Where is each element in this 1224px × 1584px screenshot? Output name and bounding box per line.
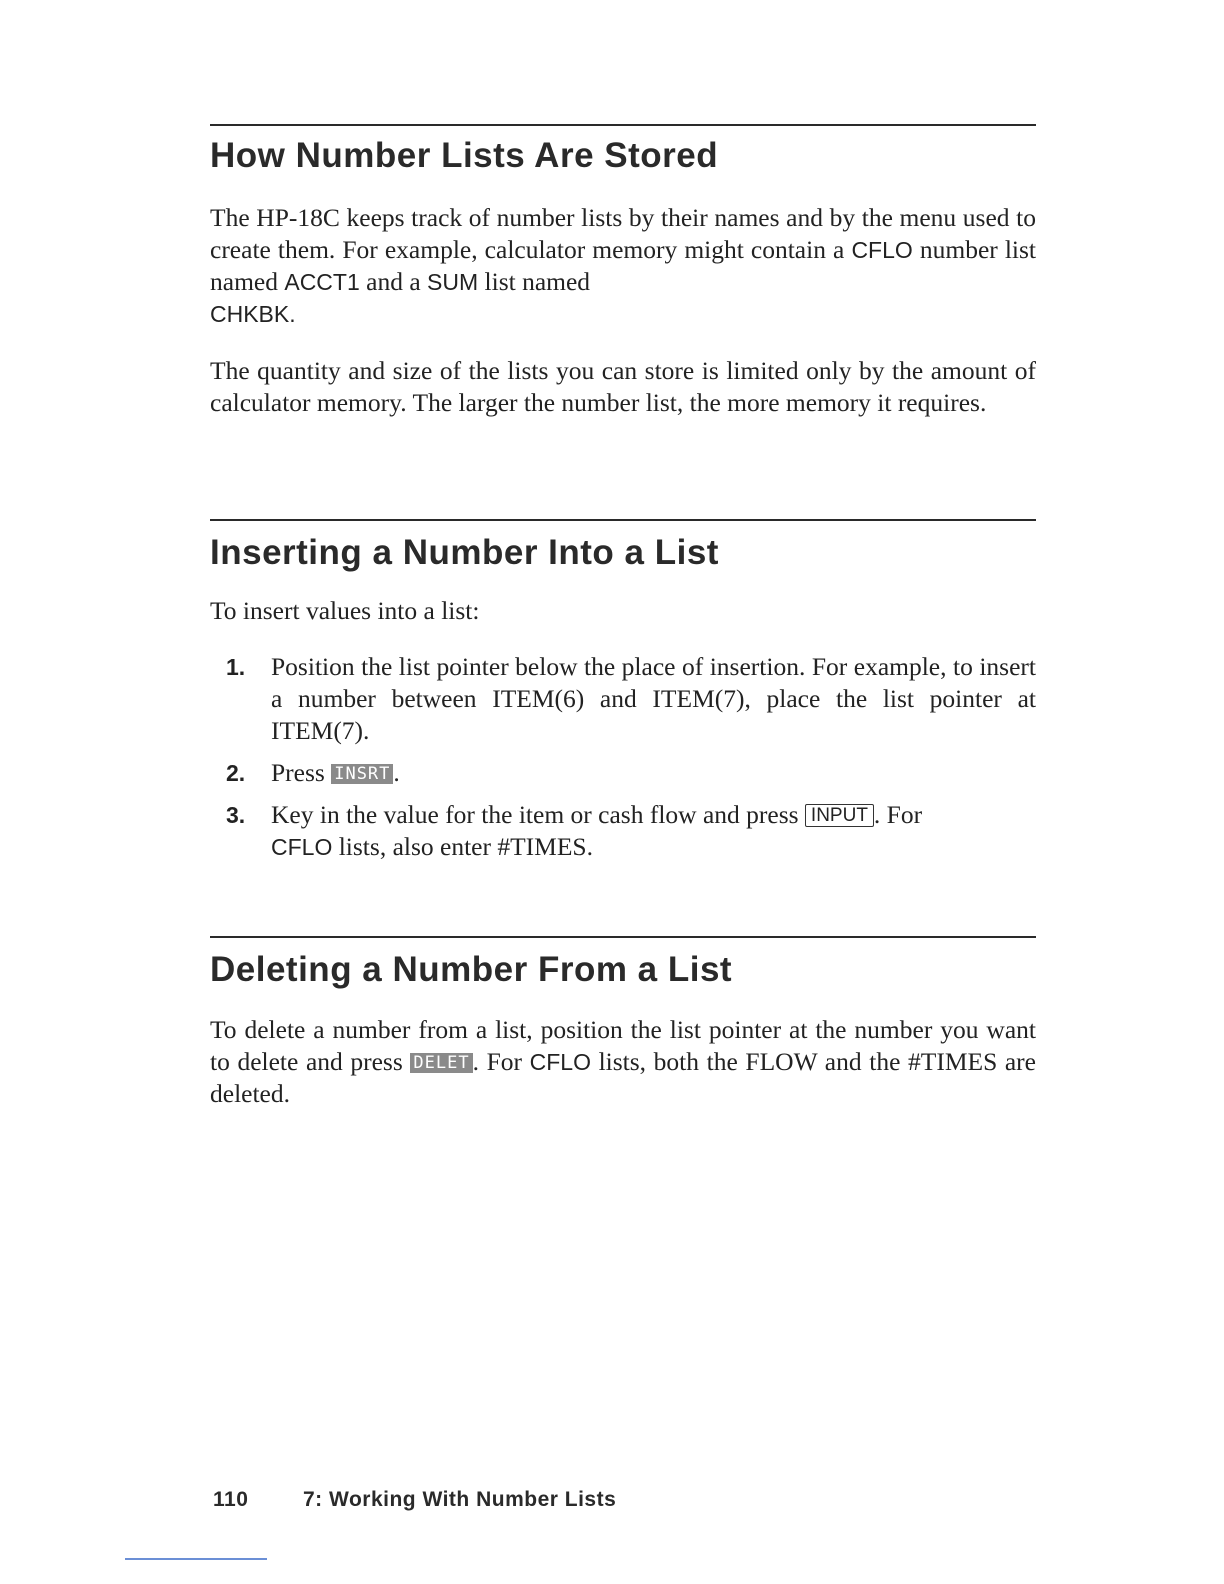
step-number: 2. xyxy=(226,760,246,786)
paragraph xyxy=(210,202,1036,330)
page-number: 110 xyxy=(213,1488,249,1511)
menu-name: SUM xyxy=(427,269,479,295)
paragraph: The quantity and size of the lists you can store is limited only by the amount of calculator memory. The larger the number list, the more memory it requires. xyxy=(210,356,1036,417)
menu-name: CFLO xyxy=(851,237,913,263)
section-how-lists-stored xyxy=(210,124,1036,419)
step-text: Press xyxy=(271,758,332,787)
paragraph xyxy=(210,1014,1036,1110)
page-footer xyxy=(213,1488,616,1512)
text: lists, both the FLOW and the #TIMES are deleted. xyxy=(210,1047,1036,1108)
step-number: 3. xyxy=(226,802,246,828)
section-divider xyxy=(210,124,1036,126)
list-item xyxy=(210,799,1036,863)
step-number: 1. xyxy=(226,654,246,680)
input-key: INPUT xyxy=(805,804,874,827)
step-text: . xyxy=(393,758,400,787)
delet-menu-key: DELET xyxy=(410,1053,472,1073)
list-item xyxy=(210,651,1036,747)
menu-name: CFLO xyxy=(271,834,333,860)
step-text: Position the list pointer below the place of insertion. For example, to insert a number between ITEM(6) and ITEM(7), place the list pointer at ITEM(7). xyxy=(271,652,1036,745)
section-inserting-number xyxy=(210,519,1036,873)
section-heading: How Number Lists Are Stored xyxy=(210,136,719,175)
text: and a xyxy=(359,267,428,296)
insrt-menu-key: INSRT xyxy=(331,764,393,784)
section-heading: Inserting a Number Into a List xyxy=(210,533,719,572)
scan-edge-line xyxy=(125,1558,267,1560)
section-heading: Deleting a Number From a List xyxy=(210,950,733,989)
step-text: . For xyxy=(873,800,923,829)
section-divider xyxy=(210,519,1036,521)
list-name: CHKBK. xyxy=(210,301,296,327)
section-divider xyxy=(210,936,1036,938)
steps-list xyxy=(210,651,1036,863)
text: number list named xyxy=(210,235,1037,296)
list-name: ACCT1 xyxy=(284,269,360,295)
step-text: Key in the value for the item or cash flow and press xyxy=(271,800,805,829)
text: . For xyxy=(472,1047,530,1076)
intro-text: To insert values into a list: xyxy=(210,596,480,625)
section-deleting-number xyxy=(210,936,1036,1110)
chapter-title: 7: Working With Number Lists xyxy=(303,1488,617,1511)
menu-name: CFLO xyxy=(529,1049,591,1075)
text: list named xyxy=(478,267,591,296)
step-text: lists, also enter #TIMES. xyxy=(332,832,593,861)
list-item xyxy=(210,757,1036,789)
text: The HP-18C keeps track of number lists by their names and by the menu used to create them. For example, calculator memory might contain a xyxy=(210,203,1036,264)
text: To delete a number from a list, position the list pointer at the number you want to delete and press xyxy=(210,1015,1036,1076)
